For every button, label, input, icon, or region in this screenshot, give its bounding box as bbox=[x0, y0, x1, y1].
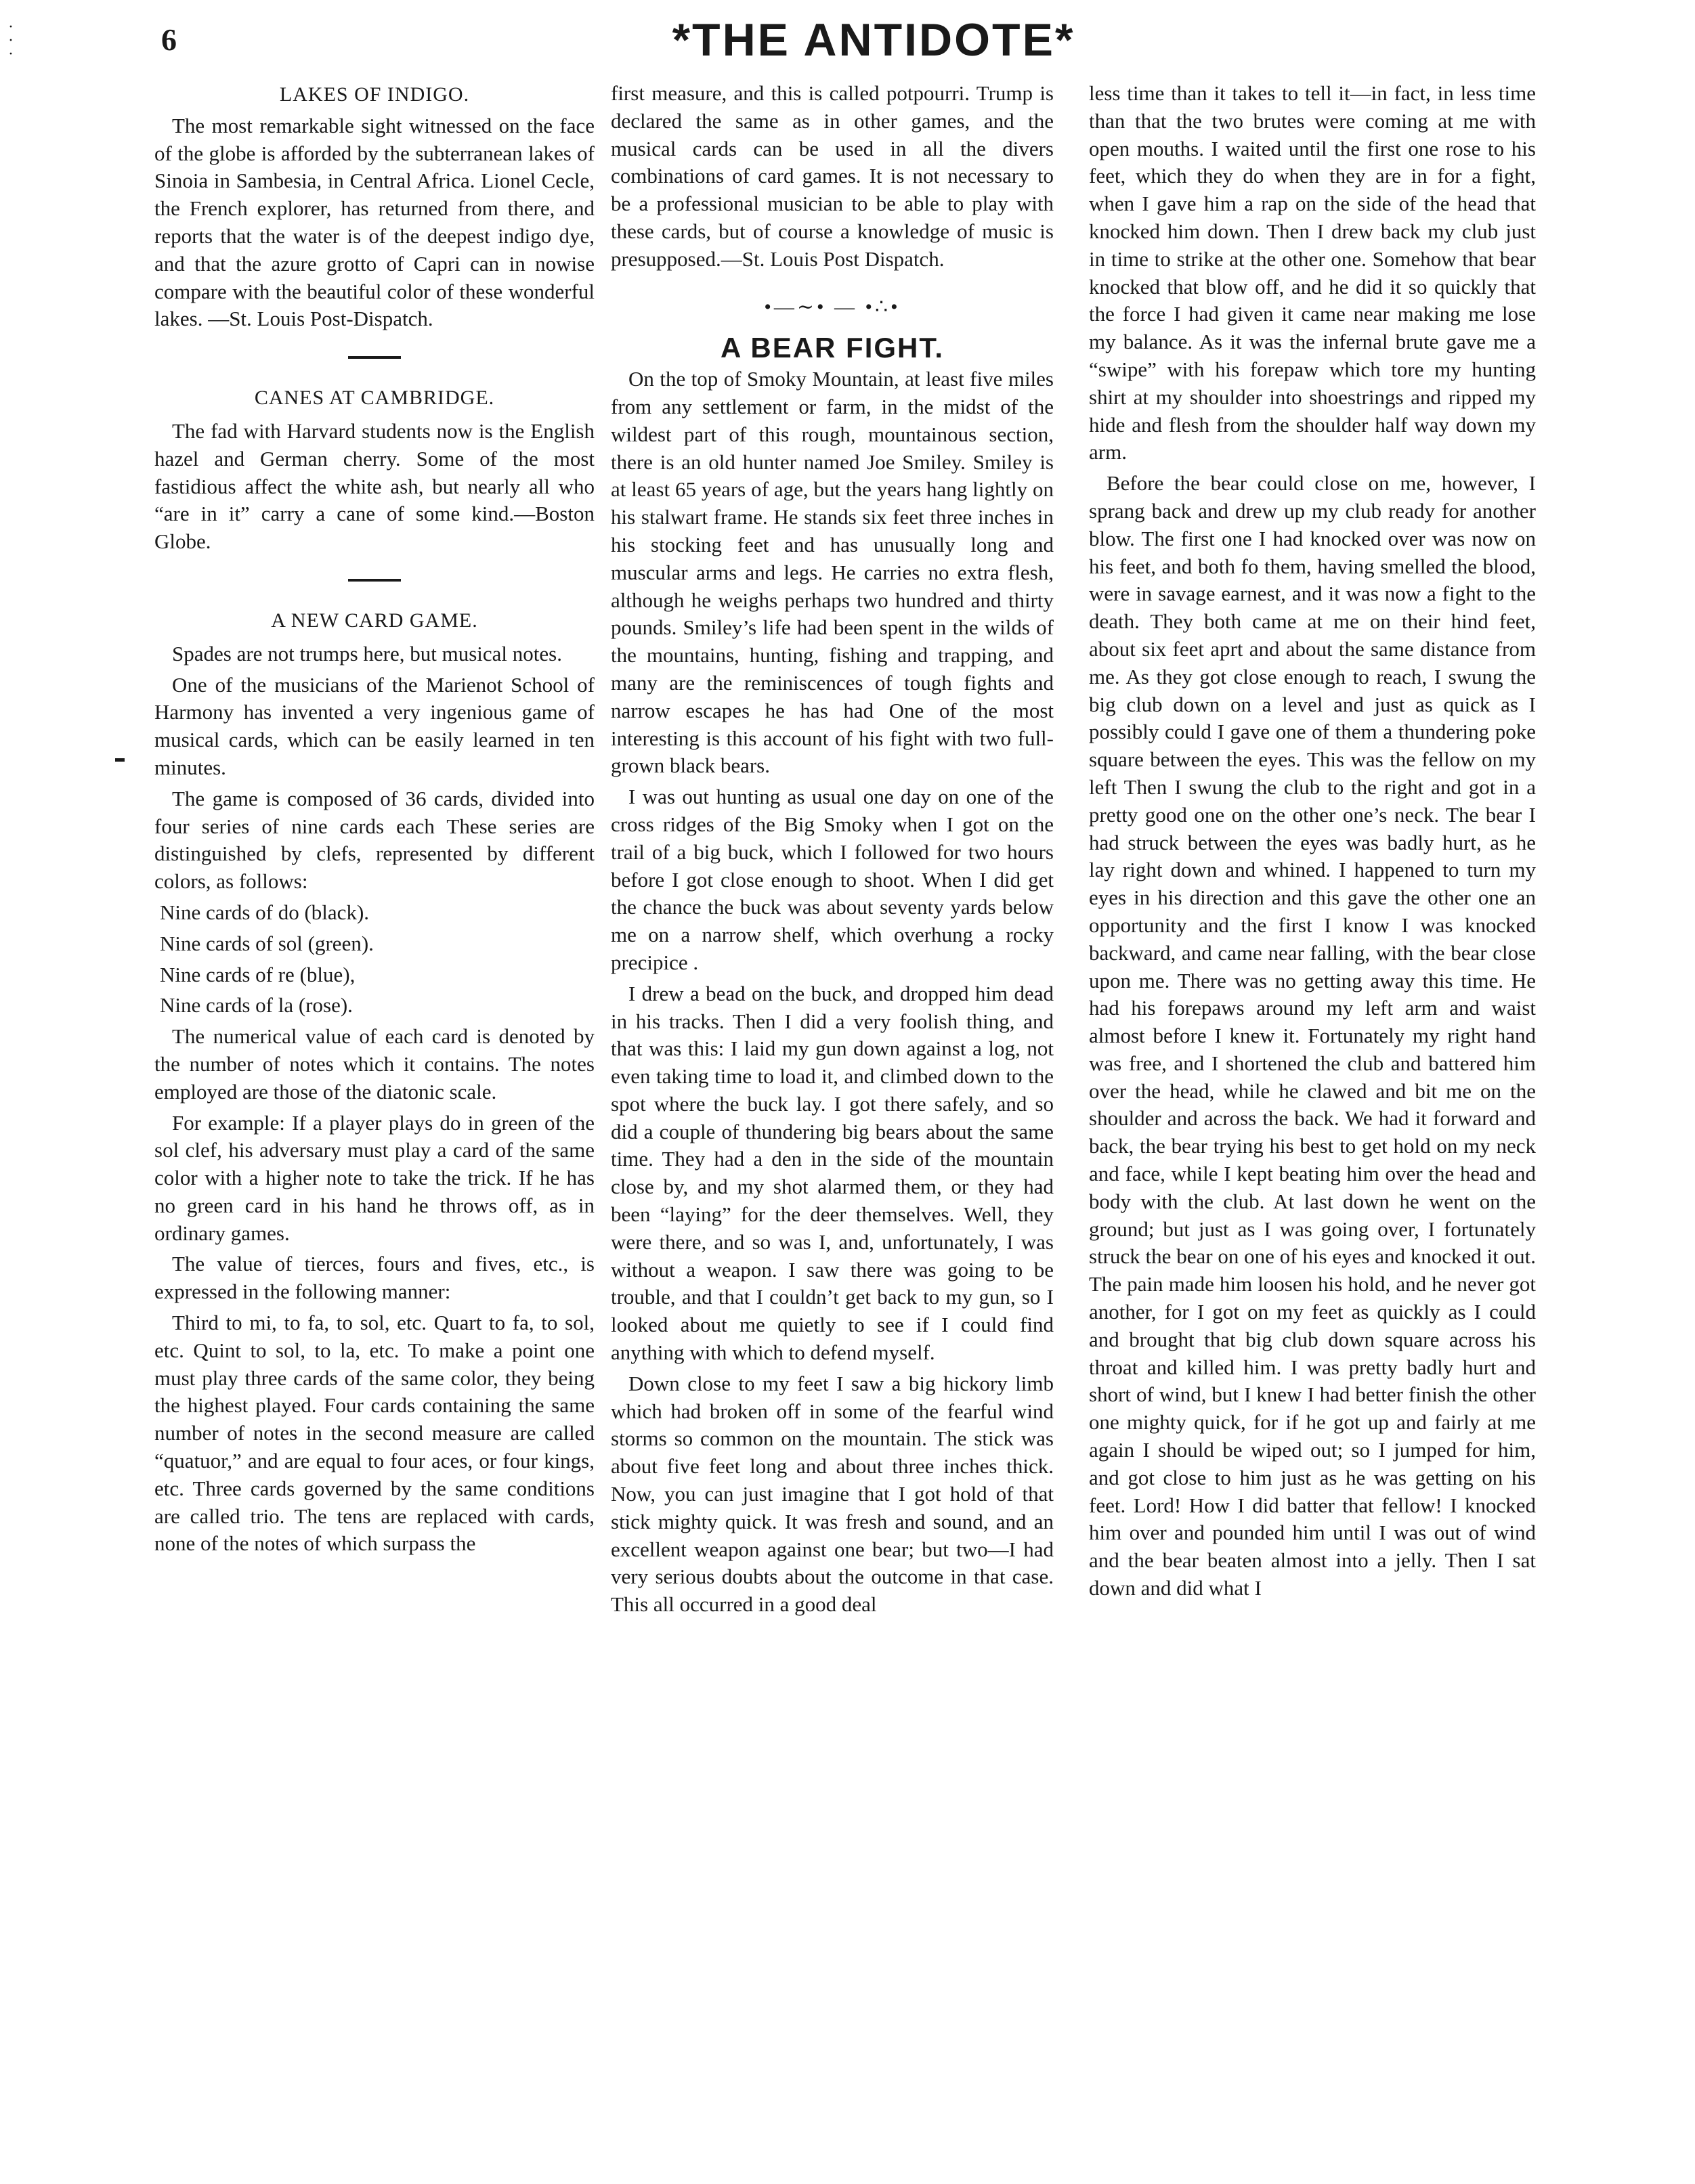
card-list-item: Nine cards of re (blue), bbox=[160, 962, 356, 986]
bear-paragraph: On the top of Smoky Mountain, at least five miles from any settlement or farm, in the midst of the wildest part of this rough, mountainous section, there is an old hunter named Joe Smiley. Smiley is at least 65 years of age, but the years hang lightly on his stalwart frame. He stands six feet three inches in his stocking feet and has unusually long and muscular arms and legs. He carries no extra flesh, although he weighs perhaps two hundred and thirty pounds. Smiley’s life had been spent in the wilds of the mountains, hunting, fishing and trapping, and many are the reminiscences of tough fights and narrow escapes he has had One of the most interesting is this account of his fight with two full-grown black bears. bbox=[611, 367, 1054, 778]
page-number: 6 bbox=[161, 22, 177, 57]
margin-dash bbox=[115, 758, 125, 762]
canes-paragraph: The fad with Harvard students now is the English hazel and German cherry. Some of the most fastidious affect the white ash, but nearly all who “are in it” carry a cane of some kind.—Boston Globe. bbox=[154, 418, 595, 554]
card-paragraph: The game is composed of 36 cards, divided into four series of nine cards each These series are distinguished by clefs, represented by different colors, as follows: bbox=[154, 786, 595, 894]
card-list-item: Nine cards of do (black). bbox=[160, 900, 370, 924]
ornament-divider: •—∼• — •∴• bbox=[764, 295, 901, 318]
canes-heading: CANES AT CAMBRIDGE. bbox=[254, 387, 495, 410]
card-paragraph: One of the musicians of the Marienot School of Harmony has invented a very ingenious game of musical cards, which can be easily learned in ten minutes. bbox=[154, 672, 595, 779]
bear-paragraph: Before the bear could close on me, however, I sprang back and drew up my club ready for another blow. The first one I had knocked over was now on his feet, and both fo them, having smelled the blood, were in savage earnest, and it was now a fight to the death. They both came at me on their hind feet, about six feet aprt and about the same distance from me. As they got close enough to reach, I swung the big club down on a level and just as quick as I possibly could I gave one of them a thundering poke square between the eyes. This was the fellow on my left Then I swung the club to the right and got in a pretty good one on the other one’s neck. The bear I had struck between the eyes was badly hurt, as he lay right down and whined. I happened to turn my eyes in his direction and this gave the other one an opportunity and the first I know I was knocked backward, and came near falling, with the bear close upon me. There was no getting away this time. He had his forepaws around my left arm and waist almost before I knew it. Fortunately my right hand was free, and I shortened the club and battered him over the head, while he clawed and bit me on the shoulder and across the back. We had it forward and back, the bear trying his best to get hold on my neck and face, while I kept beating him over the head and body with the club. At last down he went on the ground; but just as I was going over, I fortunately struck the bear on one of his eyes and knocked it out. The pain made him loosen his hold, and he never got another, for I got on my feet as quickly as I could and brought that big club down square across his throat and killed him. I was pretty badly hurt and short of wind, but I knew I had better finish the other one mighty quick, for if he got up and fairly at me again I should be wiped out; so I jumped for him, and got close to him just as he was getting on his feet. Lord! How I did batter that fellow! I knocked him over and pounded him until I was out of wind and the bear beaten almost into a jelly. Then I sat down and did what I bbox=[1089, 471, 1536, 1600]
card-paragraph: Spades are not trumps here, but musical notes. bbox=[172, 641, 562, 665]
card-list-item: Nine cards of sol (green). bbox=[160, 931, 374, 955]
bear-paragraph: I drew a bead on the buck, and dropped him dead in his tracks. Then I did a very foolish thing, and that was this: I laid my gun down against a log, not even taking time to load it, and climbed down to the spot where the buck lay. I got there safely, and so did a couple of thundering big bears about the same time. They had a den in the side of the mountain close by, and my shot alarmed them, or they had been “laying” for the deer themselves. Well, they were there, and so was I, and, unfortunately, I was without a weapon. I saw there was going to be trouble, and that I couldn’t get back to my gun, so I looked about me quietly to see if I could find anything with which to defend myself. bbox=[611, 981, 1054, 1365]
column-2 bbox=[611, 80, 1054, 1619]
bear-paragraph: I was out hunting as usual one day on one of the cross ridges of the Big Smoky when I got on the trail of a big buck, which I followed for two hours before I got close enough to shoot. When I did get the chance the buck was about seventy yards below me on a narrow shelf, which overhung a rocky precipice . bbox=[611, 785, 1054, 974]
card-continuation: first measure, and this is called potpourri. Trump is declared the same as in other games, and the musical cards can be used in all the divers combinations of card games. It is not necessary to be a professional musician to be able to play with these cards, but of course a knowledge of music is presupposed.—St. Louis Post Dispatch. bbox=[611, 81, 1054, 271]
masthead-title: *THE ANTIDOTE* bbox=[672, 14, 1075, 66]
card-paragraph: Third to mi, to fa, to sol, etc. Quart to fa, to sol, etc. Quint to sol, to la, etc. To make a point one must play three cards of the same color, they being the highest played. Four cards containing the same number of notes in the second measure are called “quatuor,” and are equal to four aces, or four kings, etc. Three cards governed by the same conditions are called trio. The tens are replaced with cards, none of the notes of which surpass the bbox=[154, 1311, 595, 1556]
card-paragraph: The numerical value of each card is denoted by the number of notes which it contains. The notes employed are those of the diatonic scale. bbox=[154, 1024, 595, 1104]
column-1 bbox=[154, 81, 595, 1558]
margin-marks: · · · bbox=[8, 18, 14, 63]
card-paragraph: The value of tierces, fours and fives, etc., is expressed in the following manner: bbox=[154, 1252, 595, 1304]
card-game-heading: A NEW CARD GAME. bbox=[271, 609, 478, 632]
lakes-heading: LAKES OF INDIGO. bbox=[279, 83, 470, 106]
bear-paragraph: less time than it takes to tell it—in fact, in less time than that the two brutes were coming at me with open mouths. I waited until the first one rose to his feet, which they do when they are in for a fight, when I gave him a rap on the side of the head that knocked him down. Then I drew back my club just in time to strike at the other one. Somehow that bear knocked that blow off, and he did it so quickly that the force I had given it came near making me lose my balance. As it was the infernal brute gave me a “swipe” with his forepaw which tore my hunting shirt at my shoulder into shoestrings and ripped my hide and flesh from the shoulder half way down my arm. bbox=[1089, 81, 1536, 464]
card-list-item: Nine cards of la (rose). bbox=[160, 993, 353, 1018]
section-rule bbox=[348, 579, 401, 582]
lakes-paragraph: The most remarkable sight witnessed on the face of the globe is afforded by the subterranean lakes of Sinoia in Sambesia, in Central Africa. Lionel Cecle, the French explorer, has returned from there, and reports that the water is of the deepest indigo dye, and that the azure grotto of Capri can in nowise compare with the beautiful color of these wonderful lakes. —St. Louis Post-Dispatch. bbox=[154, 113, 595, 331]
bear-fight-heading: A BEAR FIGHT. bbox=[720, 332, 945, 364]
section-rule bbox=[348, 356, 401, 359]
card-paragraph: For example: If a player plays do in green of the sol clef, his adversary must play a card of the same color with a higher note to take the trick. If he has no green card in his hand he throws off, as in ordinary games. bbox=[154, 1110, 595, 1245]
bear-paragraph: Down close to my feet I saw a big hickory limb which had broken off in some of the fearful wind storms so common on the mountain. The stick was about five feet long and about three inches thick. Now, you can just imagine that I got hold of that stick mighty quick. It was fresh and sound, and an excellent weapon against one bear; but two—I had very serious doubts about the outcome in that case. This all occurred in a good deal bbox=[611, 1371, 1054, 1617]
column-3 bbox=[1089, 80, 1536, 1602]
